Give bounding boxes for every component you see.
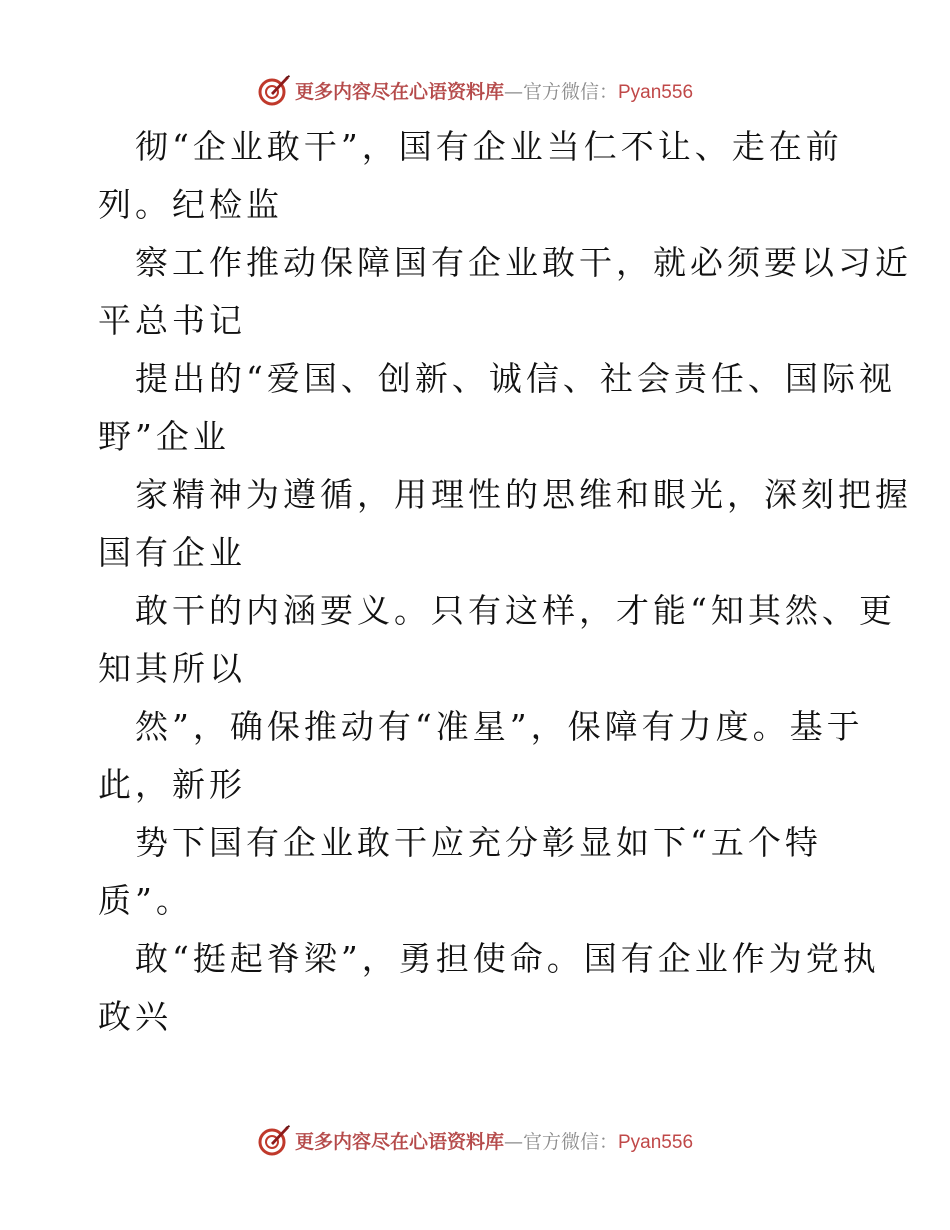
header-banner-text (295, 77, 693, 104)
footer-wechat-label: 官方微信： (522, 1130, 618, 1153)
header-brand: 更多内容尽在心语资料库 (294, 80, 504, 103)
body-line: 平总书记 (98, 301, 246, 340)
quill-pen-logo-icon (257, 1123, 291, 1157)
body-line: 家精神为遵循，用理性的思维和眼光，深刻把握 (135, 475, 912, 514)
body-line: 势下国有企业敢干应充分彰显如下“五个特 (135, 823, 822, 862)
footer-banner-text (295, 1127, 693, 1154)
body-line: 然”，确保推动有“准星”，保障有力度。基于 (135, 707, 864, 746)
header-wechat-id: Pyan556 (618, 81, 694, 103)
body-line: 国有企业 (98, 533, 246, 572)
footer-banner (0, 1120, 950, 1160)
header-banner (0, 70, 950, 110)
header-wechat-label: 官方微信： (522, 80, 618, 103)
body-line: 察工作推动保障国有企业敢干，就必须要以习近 (135, 243, 912, 282)
body-line: 野”企业 (98, 417, 230, 456)
body-line: 政兴 (98, 997, 172, 1036)
body-line: 知其所以 (98, 649, 246, 688)
body-line: 质”。 (98, 881, 193, 920)
body-line: 提出的“爱国、创新、诚信、社会责任、国际视 (135, 359, 896, 398)
footer-separator: — (503, 1130, 523, 1153)
header-separator: — (503, 80, 523, 103)
document-body (98, 118, 912, 1046)
body-line: 此，新形 (98, 765, 246, 804)
body-line: 敢干的内涵要义。只有这样，才能“知其然、更 (135, 591, 896, 630)
footer-brand: 更多内容尽在心语资料库 (294, 1130, 504, 1153)
footer-wechat-id: Pyan556 (618, 1131, 694, 1153)
body-line: 列。纪检监 (98, 185, 283, 224)
body-line: 彻“企业敢干”，国有企业当仁不让、走在前 (135, 127, 843, 166)
quill-pen-logo-icon (257, 73, 291, 107)
body-line: 敢“挺起脊梁”，勇担使命。国有企业作为党执 (135, 939, 880, 978)
